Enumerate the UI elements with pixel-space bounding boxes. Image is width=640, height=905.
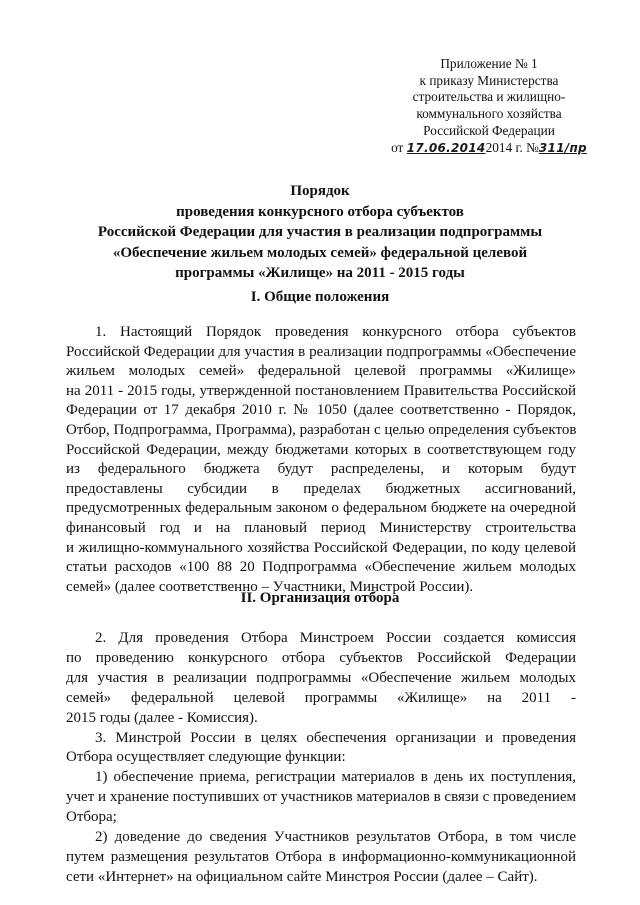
section-2-line: 1) обеспечение приема, регистрации материалов в день их поступления, bbox=[95, 769, 576, 786]
section-2-line: 2015 годы (далее - Комиссия). bbox=[66, 709, 258, 726]
section-1-line: статьи расходов «100 88 20 Подпрограмма «Обеспечение жильем молодых bbox=[66, 559, 576, 576]
section-1-line: 1. Настоящий Порядок проведения конкурсного отбора субъектов bbox=[95, 324, 576, 340]
appendix-block bbox=[384, 56, 594, 156]
appendix-date-mid: 2014 г. № bbox=[485, 139, 539, 155]
section-2-line: 2) доведение до сведения Участников результатов Отбора, в том числе bbox=[95, 829, 576, 845]
title-line-4: «Обеспечение жильем молодых семей» федеральной целевой bbox=[112, 244, 528, 261]
section-2-line: 2. Для проведения Отбора Минстроем России создается комиссия bbox=[95, 630, 576, 646]
section-1-line: на 2011 - 2015 годы, утвержденной постановлением Правительства Российской bbox=[66, 382, 576, 399]
section-1-heading: I. Общие положения bbox=[250, 289, 390, 305]
section-1-line: из федерального бюджета будут распределены, и которым будут bbox=[66, 461, 576, 478]
section-2-line: учет и хранение поступивших от участников материалов в связи с проведением bbox=[66, 789, 576, 806]
appendix-ministry-line1: строительства и жилищно- bbox=[412, 89, 566, 105]
section-1-line: Федерации от 17 декабря 2010 г. № 1050 (далее соответственно - Порядок, bbox=[66, 402, 576, 419]
handwritten-order-number: 311/пр bbox=[538, 140, 587, 155]
section-2-line: для участия в реализации подпрограммы «Обеспечение жильем молодых bbox=[66, 669, 576, 686]
section-1-line: Отбор, Подпрограмма, Программа), разработан с целью определения субъектов bbox=[66, 422, 577, 438]
section-2-line: Отбора осуществляет следующие функции: bbox=[66, 749, 346, 766]
appendix-order-ref: к приказу Министерства bbox=[419, 72, 559, 88]
section-1-line: семей» (далее соответственно – Участники, Минстрой России). bbox=[66, 578, 474, 595]
section-2-line: сети «Интернет» на официальном сайте Минстроя России (далее – Сайт). bbox=[66, 868, 538, 885]
section-1-line: Российской Федерации для участия в реализации подпрограммы «Обеспечение bbox=[66, 343, 576, 360]
appendix-date-line bbox=[384, 140, 594, 157]
appendix-country: Российской Федерации bbox=[423, 122, 555, 138]
appendix-title: Приложение № 1 bbox=[440, 56, 538, 71]
title-line-3: Российской Федерации для участия в реализации подпрограммы bbox=[97, 224, 543, 241]
title-line-5: программы «Жилище» на 2011 - 2015 годы bbox=[175, 265, 465, 282]
section-1-line: жильем молодых семей» федеральной целевой программы «Жилище» bbox=[66, 363, 576, 380]
section-1-line: и жилищно-коммунального хозяйства Российской Федерации, по коду целевой bbox=[66, 539, 576, 556]
section-2-heading: II. Организация отбора bbox=[240, 590, 400, 606]
document-title bbox=[70, 181, 570, 284]
section-1-line: предусмотренных федеральным законом о федеральном бюджете на очередной bbox=[66, 500, 576, 517]
section-2-line: семей» федеральной целевой программы «Жилище» на 2011 - bbox=[66, 689, 576, 706]
appendix-date-prefix: от bbox=[391, 139, 407, 155]
section-2-line: путем размещения результатов Отбора в информационно-коммуникационной bbox=[66, 848, 576, 865]
section-2-line: по проведению конкурсного отбора субъектов Российской Федерации bbox=[66, 649, 576, 666]
section-1-line: финансовый год и на плановый период Министерству строительства bbox=[66, 520, 576, 536]
section-2-line: Отбора; bbox=[66, 809, 117, 826]
section-1-line: предоставлены субсидии в пределах бюджетных ассигнований, bbox=[66, 480, 576, 497]
appendix-ministry-line2: коммунального хозяйства bbox=[416, 106, 562, 122]
handwritten-date: 17.06.2014 bbox=[406, 140, 486, 155]
section-1-line: Российской Федерации, между бюджетами которых в соответствующем году bbox=[66, 441, 576, 458]
title-line-1: Порядок bbox=[290, 183, 350, 199]
title-line-2: проведения конкурсного отбора субъектов bbox=[176, 203, 464, 220]
section-2-line: 3. Минстрой России в целях обеспечения организации и проведения bbox=[95, 729, 576, 746]
